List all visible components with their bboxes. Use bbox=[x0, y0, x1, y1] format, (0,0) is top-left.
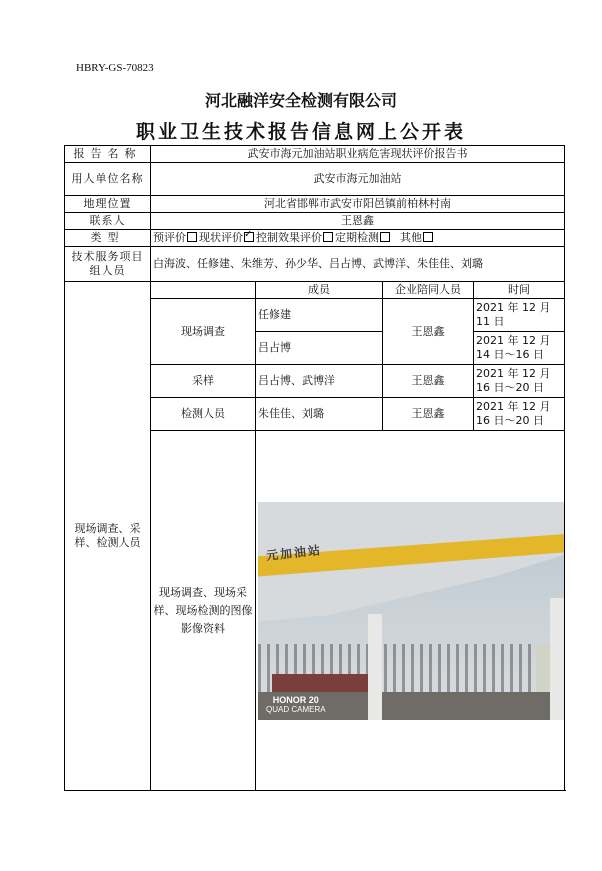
company-name: 河北融洋安全检测有限公司 bbox=[204, 91, 397, 110]
checkbox-icon bbox=[323, 232, 333, 242]
report-name-value: 武安市海元加油站职业病危害现状评价报告书 bbox=[151, 146, 565, 163]
testing-members: 朱佳佳、刘璐 bbox=[256, 398, 383, 431]
type-label: 类型 bbox=[65, 230, 151, 247]
checked-box-icon bbox=[244, 232, 254, 242]
report-name-label: 报告名称 bbox=[65, 146, 151, 163]
header-members: 成员 bbox=[256, 282, 383, 299]
type-option bbox=[256, 231, 333, 244]
type-option bbox=[199, 231, 254, 244]
survey-members-1: 任修建 bbox=[256, 299, 383, 332]
testing-label: 检测人员 bbox=[151, 398, 256, 431]
camera-watermark: HONOR 20 QUAD CAMERA bbox=[266, 694, 326, 714]
station-sign: 元加油站 bbox=[265, 542, 323, 563]
location-label: 地理位置 bbox=[65, 196, 151, 213]
page-title: 职业卫生技术报告信息网上公开表 bbox=[135, 121, 466, 143]
sampling-time: 2021 年 12 月 16 日～20 日 bbox=[474, 365, 565, 398]
survey-time-2: 2021 年 12 月 14 日～16 日 bbox=[474, 332, 565, 365]
survey-accompany: 王恩鑫 bbox=[383, 299, 474, 365]
images-label: 现场调查、现场采样、现场检测的图像影像资料 bbox=[151, 431, 256, 791]
type-option bbox=[400, 231, 433, 244]
type-option-label: 控制效果评价 bbox=[256, 231, 322, 244]
document-number: HBRY-GS-70823 bbox=[76, 62, 154, 74]
staff-header-blank bbox=[151, 282, 256, 299]
team-value: 白海波、任修建、朱维芳、孙少华、吕占博、武博洋、朱佳佳、刘璐 bbox=[151, 247, 565, 282]
type-option-label: 其他 bbox=[400, 231, 422, 244]
contact-value: 王恩鑫 bbox=[151, 213, 565, 230]
employer-label: 用人单位名称 bbox=[65, 163, 151, 196]
sampling-members: 吕占博、武博洋 bbox=[256, 365, 383, 398]
location-value: 河北省邯郸市武安市阳邑镇前柏林村南 bbox=[151, 196, 565, 213]
canopy-pillar-right bbox=[550, 598, 565, 720]
testing-accompany: 王恩鑫 bbox=[383, 398, 474, 431]
gas-station-photo bbox=[258, 502, 565, 720]
checkbox-icon bbox=[187, 232, 197, 242]
sampling-accompany: 王恩鑫 bbox=[383, 365, 474, 398]
testing-time: 2021 年 12 月 16 日～20 日 bbox=[474, 398, 565, 431]
survey-members-2: 吕占博 bbox=[256, 332, 383, 365]
type-option-label: 定期检测 bbox=[335, 231, 379, 244]
checkbox-icon bbox=[423, 232, 433, 242]
canopy-pillar-left bbox=[368, 614, 382, 720]
header-time: 时间 bbox=[474, 282, 565, 299]
survey-time-1: 2021 年 12 月 11 日 bbox=[474, 299, 565, 332]
sampling-label: 采样 bbox=[151, 365, 256, 398]
type-options bbox=[151, 230, 565, 247]
checkbox-icon bbox=[380, 232, 390, 242]
type-option bbox=[153, 231, 197, 244]
header-accompany: 企业陪同人员 bbox=[383, 282, 474, 299]
type-option bbox=[335, 231, 390, 244]
contact-label: 联系人 bbox=[65, 213, 151, 230]
staff-label: 现场调查、采样、检测人员 bbox=[65, 282, 151, 791]
images-cell bbox=[256, 431, 565, 791]
disclosure-table bbox=[64, 145, 565, 791]
employer-value: 武安市海元加油站 bbox=[151, 163, 565, 196]
type-option-label: 预评价 bbox=[153, 231, 186, 244]
survey-label: 现场调查 bbox=[151, 299, 256, 365]
team-label: 技术服务项目组人员 bbox=[65, 247, 151, 282]
type-option-label: 现状评价 bbox=[199, 231, 243, 244]
